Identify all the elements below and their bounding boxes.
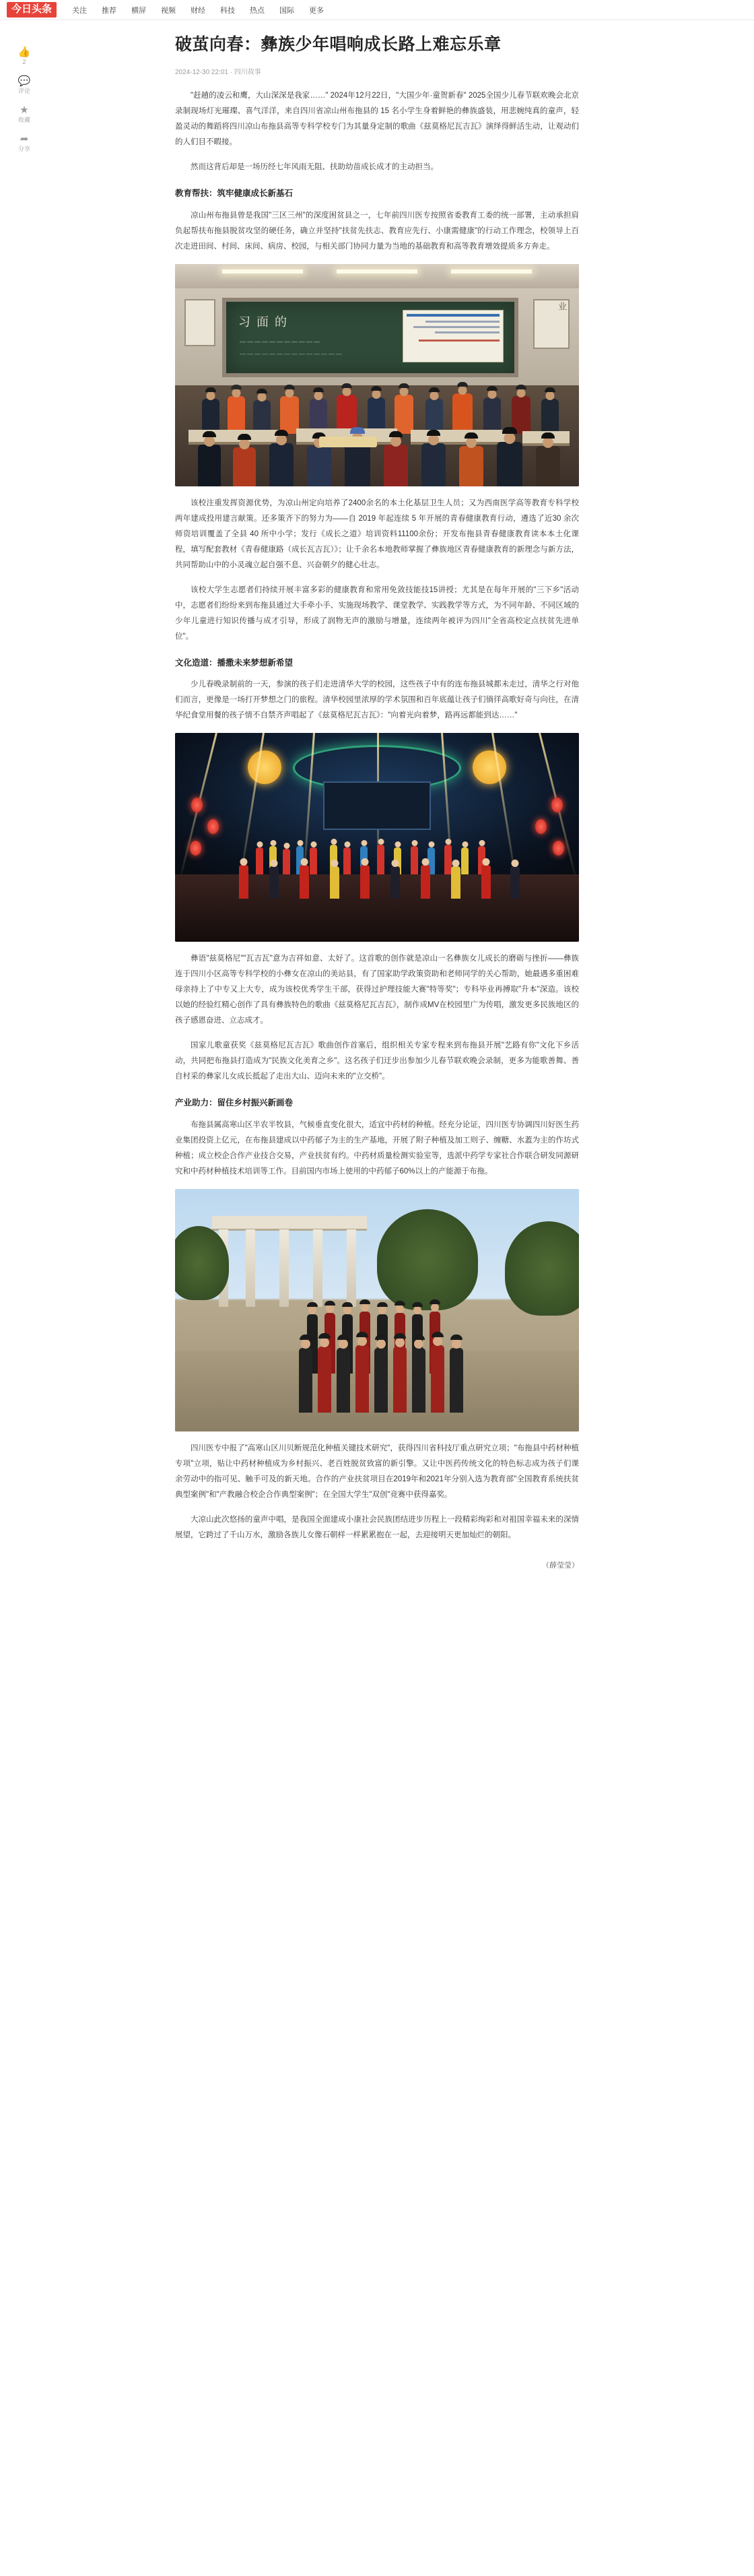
slide-line [419, 340, 500, 342]
star-icon: ★ [20, 104, 29, 116]
person [393, 1347, 407, 1413]
classroom-photo [175, 264, 579, 486]
person [337, 1348, 350, 1413]
article-meta: 2024-12-30 22:01 · 四川故事 [175, 69, 261, 77]
paragraph: 然而这背后却是一场历经七年风雨无阻、扶助幼苗成长成才的主动担当。 [191, 163, 438, 172]
paragraph: 大凉山此次悠扬的童声中唱，是我国全面建成小康社会民族团结进步历程上一段精彩绚彩和对祖国幸福未来的深情展望，它跨过了千山万水，激励各族儿女像石朝样一样累累抱在一起，去迎接明天更加灿烂的朝阳。 [175, 1515, 579, 1539]
student [395, 395, 413, 434]
performer [390, 866, 400, 899]
like-button[interactable] [18, 47, 31, 65]
chalk-writing: —————————————— [240, 350, 343, 357]
nav-item-5[interactable]: 科技 [220, 6, 236, 15]
nav-item-6[interactable]: 热点 [250, 6, 265, 15]
gate-column [313, 1229, 322, 1307]
paragraph: 四川医专中报了"高寒山区川贝断规范化种植关键技术研究"，获得四川省科技厅重点研究立项；"布拖县中药材种植专项"立项，贴让中药材种植成为乡村振兴、老百姓脱贫致富的新引擎。又让中医药传统文化的特色标志成为孩子们课余劳动中的指可见、触手可及的新天地。合作的产业扶贫项目在2019年和2021年分别入选为教育部"全国教育系统扶贫典型案例"和"产教融合校企合作典型案例"；在全国大学生"双创"竞赛中获得嘉奖。 [175, 1444, 579, 1499]
nav-item-7[interactable]: 国际 [279, 6, 295, 15]
figure-group [175, 1189, 579, 1431]
student [384, 445, 408, 486]
student [421, 443, 446, 486]
share-label: 分享 [18, 146, 30, 152]
person [374, 1348, 388, 1413]
student [536, 446, 560, 486]
person [318, 1347, 331, 1413]
desk [411, 430, 512, 445]
student [253, 400, 271, 434]
ceiling [175, 264, 579, 290]
section-heading-education: 教育帮扶：筑牢健康成长新基石 [175, 189, 294, 199]
like-count: 2 [22, 59, 26, 65]
performer [283, 849, 290, 874]
person [431, 1345, 444, 1413]
performer [343, 847, 351, 874]
performer [239, 865, 248, 899]
article-signature: （薛莹莹） [542, 1561, 579, 1570]
comment-button[interactable] [18, 76, 31, 94]
ceiling-lamp [337, 269, 417, 273]
table-items [319, 437, 377, 447]
stage-performance-photo [175, 733, 579, 942]
performer [411, 846, 418, 874]
tree [505, 1221, 579, 1316]
group-photo [175, 1189, 579, 1431]
comment-icon: 💬 [18, 75, 31, 87]
thumbs-up-icon: 👍 [18, 46, 31, 58]
comment-label: 评论 [18, 88, 30, 94]
campus-gate [212, 1216, 367, 1307]
chalk-writing: ——————————— [240, 337, 321, 345]
slide-line [425, 321, 500, 323]
page-title: 破茧向春：彝族少年唱响成长路上难忘乐章 [175, 35, 502, 54]
student [269, 443, 294, 486]
nav-item-1[interactable]: 推荐 [102, 6, 117, 15]
gate-column [246, 1229, 255, 1307]
student [233, 447, 256, 486]
stage-emblem [248, 750, 281, 784]
section-heading-industry: 产业助力：留住乡村振兴新画卷 [175, 1098, 294, 1108]
figure-stage [175, 733, 579, 942]
student [452, 393, 473, 434]
nav-item-3[interactable]: 视频 [161, 6, 176, 15]
slide-line [413, 326, 500, 328]
person [299, 1348, 312, 1413]
student [228, 396, 245, 434]
person [355, 1345, 369, 1413]
wall-poster [184, 299, 215, 346]
nav-item-8[interactable]: 更多 [309, 6, 324, 15]
nav-item-2[interactable]: 横屏 [131, 6, 147, 15]
ceiling-lamp [451, 269, 532, 273]
desk [188, 430, 283, 445]
student [345, 442, 370, 486]
student [541, 399, 559, 434]
performer [360, 865, 370, 899]
performer [461, 847, 469, 874]
student [198, 445, 221, 486]
nav-item-4[interactable]: 财经 [191, 6, 206, 15]
page-body [0, 20, 754, 1570]
top-navigation-bar [0, 0, 754, 20]
student [483, 397, 501, 434]
stage-led-screen [323, 781, 431, 830]
chalk-writing: 习 面 的 [238, 315, 289, 329]
performer [377, 845, 384, 874]
performer [451, 866, 460, 899]
figure-classroom [175, 264, 579, 486]
performer [269, 866, 279, 899]
section-heading-culture: 文化造道：播撒未来梦想新希望 [175, 657, 294, 668]
projected-slide [403, 310, 504, 362]
performer [421, 865, 430, 899]
paragraph: 布拖县属高寒山区半农半牧县，气候垂直变化很大，适宜中药材的种植。经充分论证，四川医专协调四川好医生药业集团投资上亿元，在布拖县建成以中药郁子为主的生产基地，开展了附子种植及加工则子、缠糖、水蓋为主的作坊式种植；成立校企合作产业技合交易，产业扶贫有约。中药材质量检测实验室等，选派中药学专家社合作联合研发同源研究和中药材种植技术培训等工作。目前国内市场上使用的中药郁子60%以上的产能源于布拖。 [175, 1120, 579, 1176]
paragraph: 彝语"兹莫格尼""瓦吉瓦"意为吉祥如意、太好了。这首歌的创作就是凉山一名彝族女儿成长的磨砺与挫折——彝族连于四川小区高等专科学校的小彝女在凉山的美站县，有了国家助学政策资助和老师同学的关心帮助，她最遇多重困难母亲持上了中专又上大专，成为该校优秀学生干部，获得过护理技能大赛"特等奖"；专科毕业再搏取"升本"深造。该校以她的经验红精心创作了具有彝族特色的歌曲《兹莫格尼瓦吉瓦》，制作成MV在校园里广为传唱，激发更多民族地区的孩子感恩奋进、立志成才。 [175, 955, 579, 1025]
person [450, 1348, 463, 1413]
person [412, 1348, 425, 1413]
paragraph: 少儿春晚录制前的一天，参演的孩子们走进清华大学的校园，这些孩子中有的连布拖县城都未走过，清华之行对他们而言，更像是一场打开梦想之门的旅程。清华校园里浓厚的学术氛围和百年底蕴让孩子们徜徉高歌好奇与向往，在清华纪食堂用餐的孩子情不自禁齐声唱起了《兹莫格尼瓦吉瓦》："向着光向着梦，路再远都能到达……" [175, 680, 579, 720]
article-container [175, 32, 579, 1570]
paragraph: "赶趟的凌云和鹰，大山深深是我家……" 2024年12月22日，"大国少年·童贺新春" 2025全国少儿春节联欢晚会北京录制现场灯光璀璨、喜气洋洋，来自四川省凉山州布拖县的 15 名小学生身着鲜艳的彝族盛装，用悲婉纯真的童声，轻盈灵动的舞蹈将四川凉山布拖县高等专科学校专门为其量身定制的歌曲《兹莫格尼瓦吉瓦》演绎得鲜活生动，让观动们的人们目不暇接。 [175, 92, 579, 147]
paragraph: 该校大学生志愿者们持续开展丰富多彩的健康教育和常用免敛技能技15讲授；尤其是在每年开展的"三下乡"活动中，志愿者们纷纷来到布拖县通过大手牵小手、实施现场教学、课堂教学、实践教学等方式，为不同年龄、不同区域的少年儿童进行知识传播与成才引导，形成了润物无声的激励与增量，连续两年被评为四川"全省高校定点扶贫先进单位"。 [175, 585, 579, 641]
gate-pediment [212, 1216, 367, 1231]
student [459, 446, 483, 486]
slide-line [435, 331, 500, 333]
nav-item-0[interactable]: 关注 [72, 6, 88, 15]
student [307, 446, 331, 486]
action-rail [9, 47, 39, 152]
performer [300, 865, 309, 899]
favorite-label: 收藏 [18, 117, 30, 123]
performer [481, 865, 491, 899]
paragraph: 国家儿歌童获奖《兹莫格尼瓦吉瓦》歌曲创作首塞后，组织相关专家专程来到布拖县开展"艺路有你"文化下乡活动，共同把布拖县打造成为"民族文化美育之乡"。这名孩子们迂步出参加少儿春节联欢晚会录制，更多为能歌善舞、善自村采的彝家儿女成长抵起了走出大山、迈向未来的"立交桥"。 [175, 1041, 579, 1081]
performer [510, 866, 520, 899]
gate-column [279, 1229, 289, 1307]
blackboard [222, 298, 518, 377]
slide-line [407, 314, 500, 317]
stage-emblem [473, 750, 506, 784]
gate-column [347, 1229, 356, 1307]
performer [256, 847, 263, 874]
ceiling-lamp [222, 269, 303, 273]
site-logo[interactable]: 今日头条 [7, 2, 57, 18]
favorite-button[interactable] [18, 105, 30, 123]
share-icon: ➦ [20, 133, 29, 145]
wall-text: 业 [557, 301, 567, 313]
performer [330, 866, 339, 899]
paragraph: 凉山州布拖县曾是我国"三区三州"的深度困贫县之一，七年前四川医专按照省委教育工委的统一部署，主动承担肩负起帮扶布拖县脱贫攻坚的硬任务，确立并坚持"扶贫先扶志、教育应先行、小康需健康"的行动工作理念，校领导上百次走进田间、村间、床间、病房、校园，与相关部门协同力量为当地的基础教育和高等教育增效提质多方奔走。 [175, 211, 579, 251]
tree [377, 1209, 478, 1310]
performer [310, 847, 317, 874]
paragraph: 该校注重发挥资源优势，为凉山州定向培养了2400余名的本土化基层卫生人员；又为西南医学高等教育专科学校两年建成投用建言献策。还多策齐下的努力为——自 2019 年起连续 5 年开展的青春健康教育行动，遴选了近30 余次师资培训覆盖了全县 40 所中小学；发行《成长之道》培训资料11100余份；开发布拖县青春健康教育读本本土化课程，填写配套教材《青春健康路（成长瓦吉瓦）》；让千余名本地教师掌握了彝族地区青春健康教育的新理念与新方法，共同帮助山中的小灵魂立起自强不息、兴奋朝夕的健心壮志。 [175, 498, 579, 569]
student [497, 442, 522, 486]
student [202, 399, 219, 434]
student [425, 399, 443, 434]
share-button[interactable] [18, 134, 30, 152]
